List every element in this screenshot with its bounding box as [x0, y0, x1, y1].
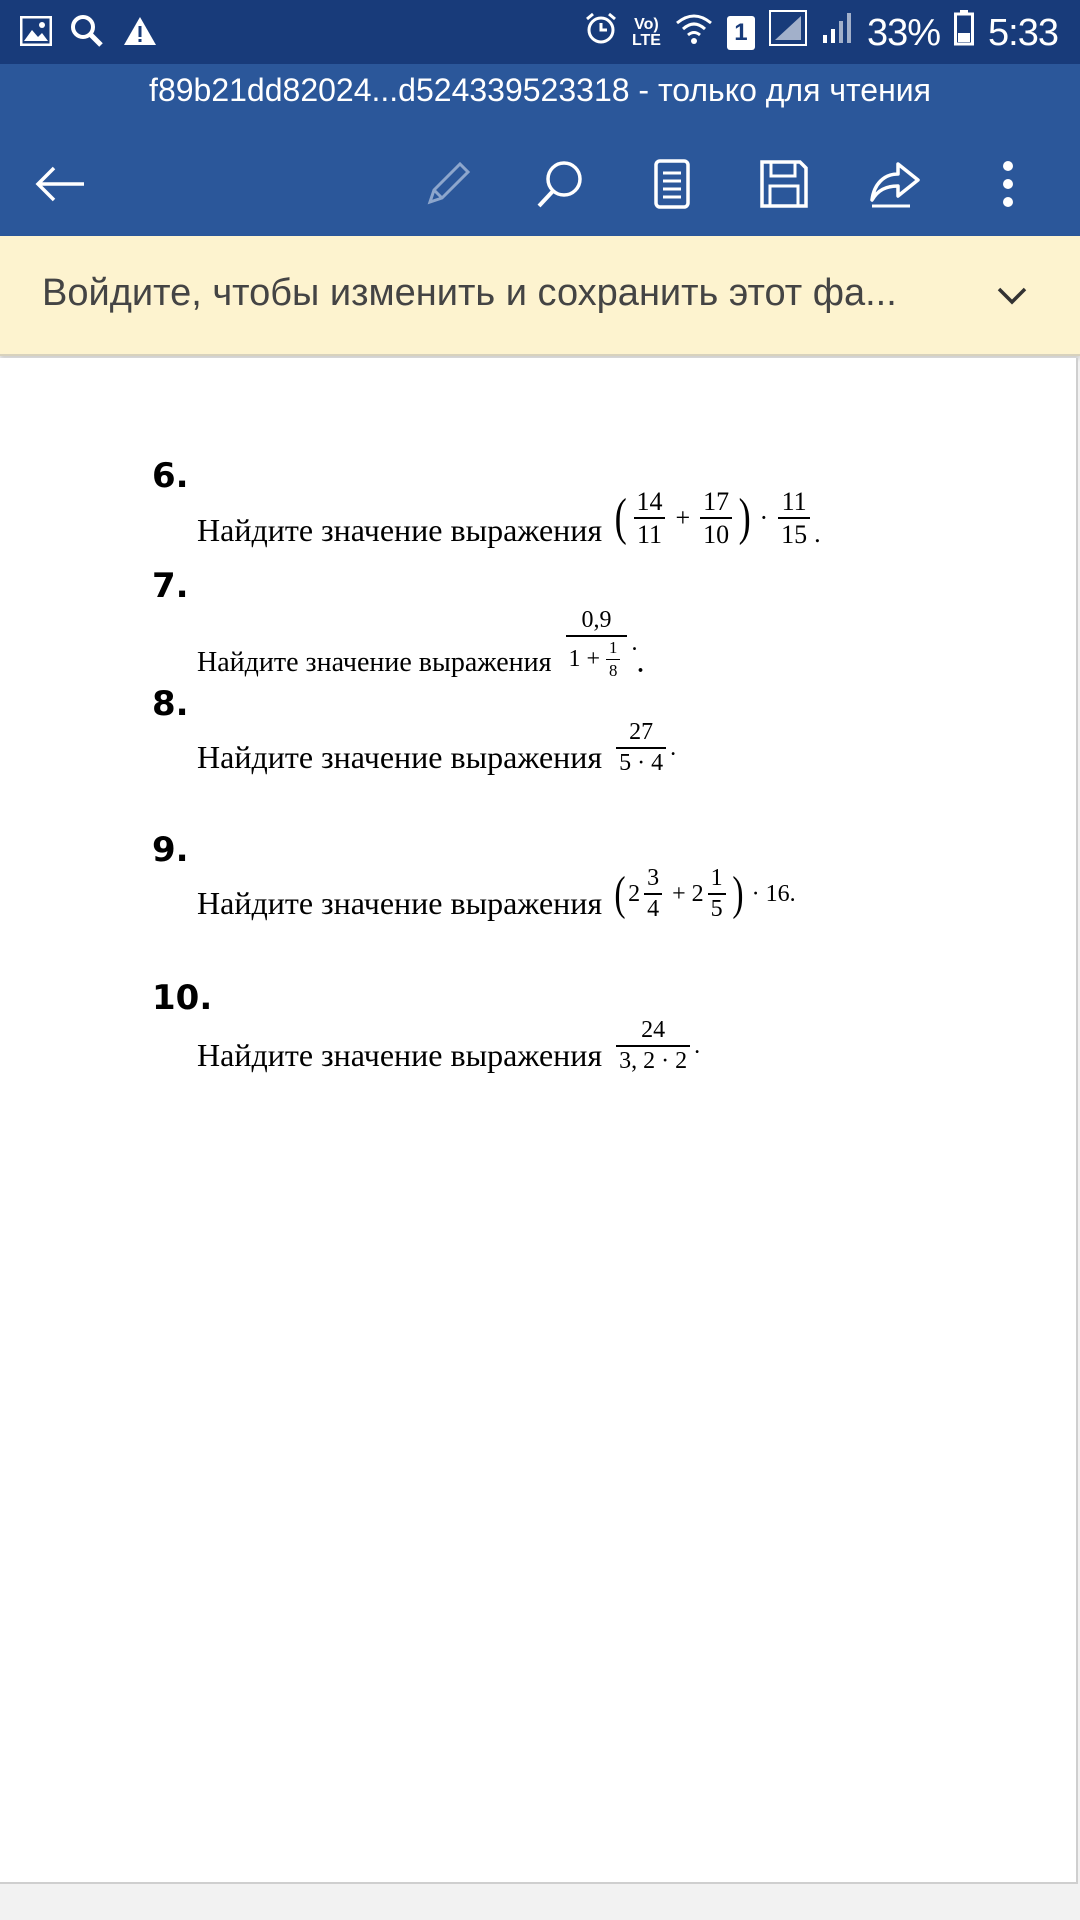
left-paren: ( [614, 867, 626, 921]
math-expression [562, 608, 644, 679]
wifi-icon [675, 12, 713, 55]
back-arrow-icon [34, 164, 86, 204]
expression-tail: · 16. [751, 880, 796, 907]
right-paren: ) [732, 867, 744, 921]
task-item [197, 720, 676, 776]
battery-icon [954, 10, 974, 56]
document-page[interactable] [0, 358, 1078, 1884]
banner-expand-button[interactable] [984, 268, 1040, 324]
numerator: 1 [609, 638, 618, 658]
task-text: Найдите значение выражения [197, 1037, 603, 1074]
search-icon [534, 158, 586, 210]
volte-indicator [632, 17, 661, 49]
edit-pencil-icon [422, 158, 474, 210]
fraction [708, 866, 726, 922]
sign-in-banner[interactable] [0, 236, 1080, 356]
numerator: 0,9 [581, 607, 612, 633]
task-item [197, 1018, 700, 1074]
operator: + [675, 503, 691, 533]
share-icon [868, 158, 924, 210]
task-text: Найдите значение выражения [197, 511, 603, 548]
lte-label: LTE [631, 32, 661, 49]
task-number: 10. [152, 978, 213, 1018]
math-expression [612, 866, 796, 922]
status-bar [0, 0, 1080, 64]
task-item [197, 488, 821, 549]
period: . [694, 1032, 701, 1059]
task-number: 8. [152, 684, 189, 724]
alarm-icon [584, 11, 618, 55]
reading-view-icon [652, 158, 692, 210]
denominator [566, 635, 628, 679]
signal-sim1-icon [769, 10, 807, 56]
more-icon [1000, 158, 1016, 210]
volte-label: Vo) [634, 16, 659, 33]
fraction [633, 488, 665, 549]
save-button[interactable] [748, 148, 820, 220]
banner-message: Войдите, чтобы изменить и сохранить этот фа... [42, 272, 897, 314]
reading-view-button[interactable] [636, 148, 708, 220]
task-number: 6. [152, 456, 189, 496]
document-title: f89b21dd82024...d524339523318 - только для чтения [149, 72, 931, 108]
right-paren: ) [738, 489, 751, 547]
denominator: 5 [708, 893, 726, 922]
period: . [814, 518, 821, 548]
task-text: Найдите значение выражения [197, 647, 552, 679]
denominator: 11 [634, 517, 665, 548]
math-expression [612, 1018, 700, 1074]
operator: · [759, 503, 769, 533]
search-button[interactable] [524, 148, 596, 220]
period: . [631, 630, 638, 657]
denominator-text: 1 + [568, 645, 601, 672]
numerator: 1 [710, 865, 723, 891]
task-item [197, 608, 643, 679]
save-icon [758, 158, 810, 210]
search-icon [70, 14, 104, 53]
denominator: 15 [778, 517, 810, 548]
battery-percent: 33% [866, 11, 941, 54]
whole-part: 2 [628, 880, 641, 907]
fraction [644, 866, 662, 922]
math-expression [612, 720, 676, 776]
left-paren: ( [614, 489, 627, 547]
numerator: 17 [703, 487, 730, 516]
operator: + [672, 880, 686, 907]
numerator: 27 [629, 719, 654, 745]
task-item [197, 866, 796, 922]
more-options-button[interactable] [972, 148, 1044, 220]
denominator: 4 [644, 893, 662, 922]
numerator: 11 [781, 487, 807, 516]
numerator: 14 [636, 487, 663, 516]
fraction [616, 1018, 690, 1074]
fraction [606, 639, 620, 679]
fraction [566, 608, 628, 679]
task-text: Найдите значение выражения [197, 739, 603, 776]
warning-icon [122, 15, 158, 52]
task-text: Найдите значение выражения [197, 885, 603, 922]
denominator: 8 [606, 659, 620, 680]
clock: 5:33 [988, 11, 1058, 54]
sim-badge: 1 [727, 16, 755, 50]
gallery-icon [20, 16, 52, 51]
whole-part: 2 [691, 880, 704, 907]
edit-button[interactable] [412, 148, 484, 220]
numerator: 3 [647, 865, 660, 891]
notification-icons [20, 14, 158, 53]
period: . [637, 652, 644, 679]
fraction [616, 720, 666, 776]
denominator: 10 [700, 517, 732, 548]
fraction [778, 488, 810, 549]
app-bar [0, 64, 1080, 236]
signal-sim2-icon [821, 11, 853, 55]
task-number: 9. [152, 830, 189, 870]
fraction [700, 488, 732, 549]
period: . [670, 734, 677, 761]
task-number: 7. [152, 566, 189, 606]
numerator: 24 [641, 1017, 666, 1043]
math-expression [612, 488, 821, 549]
denominator: 5 · 4 [616, 747, 666, 776]
denominator: 3, 2 · 2 [616, 1045, 690, 1074]
back-button[interactable] [24, 148, 96, 220]
share-button[interactable] [860, 148, 932, 220]
chevron-down-icon [996, 286, 1028, 306]
system-icons [584, 10, 1058, 56]
